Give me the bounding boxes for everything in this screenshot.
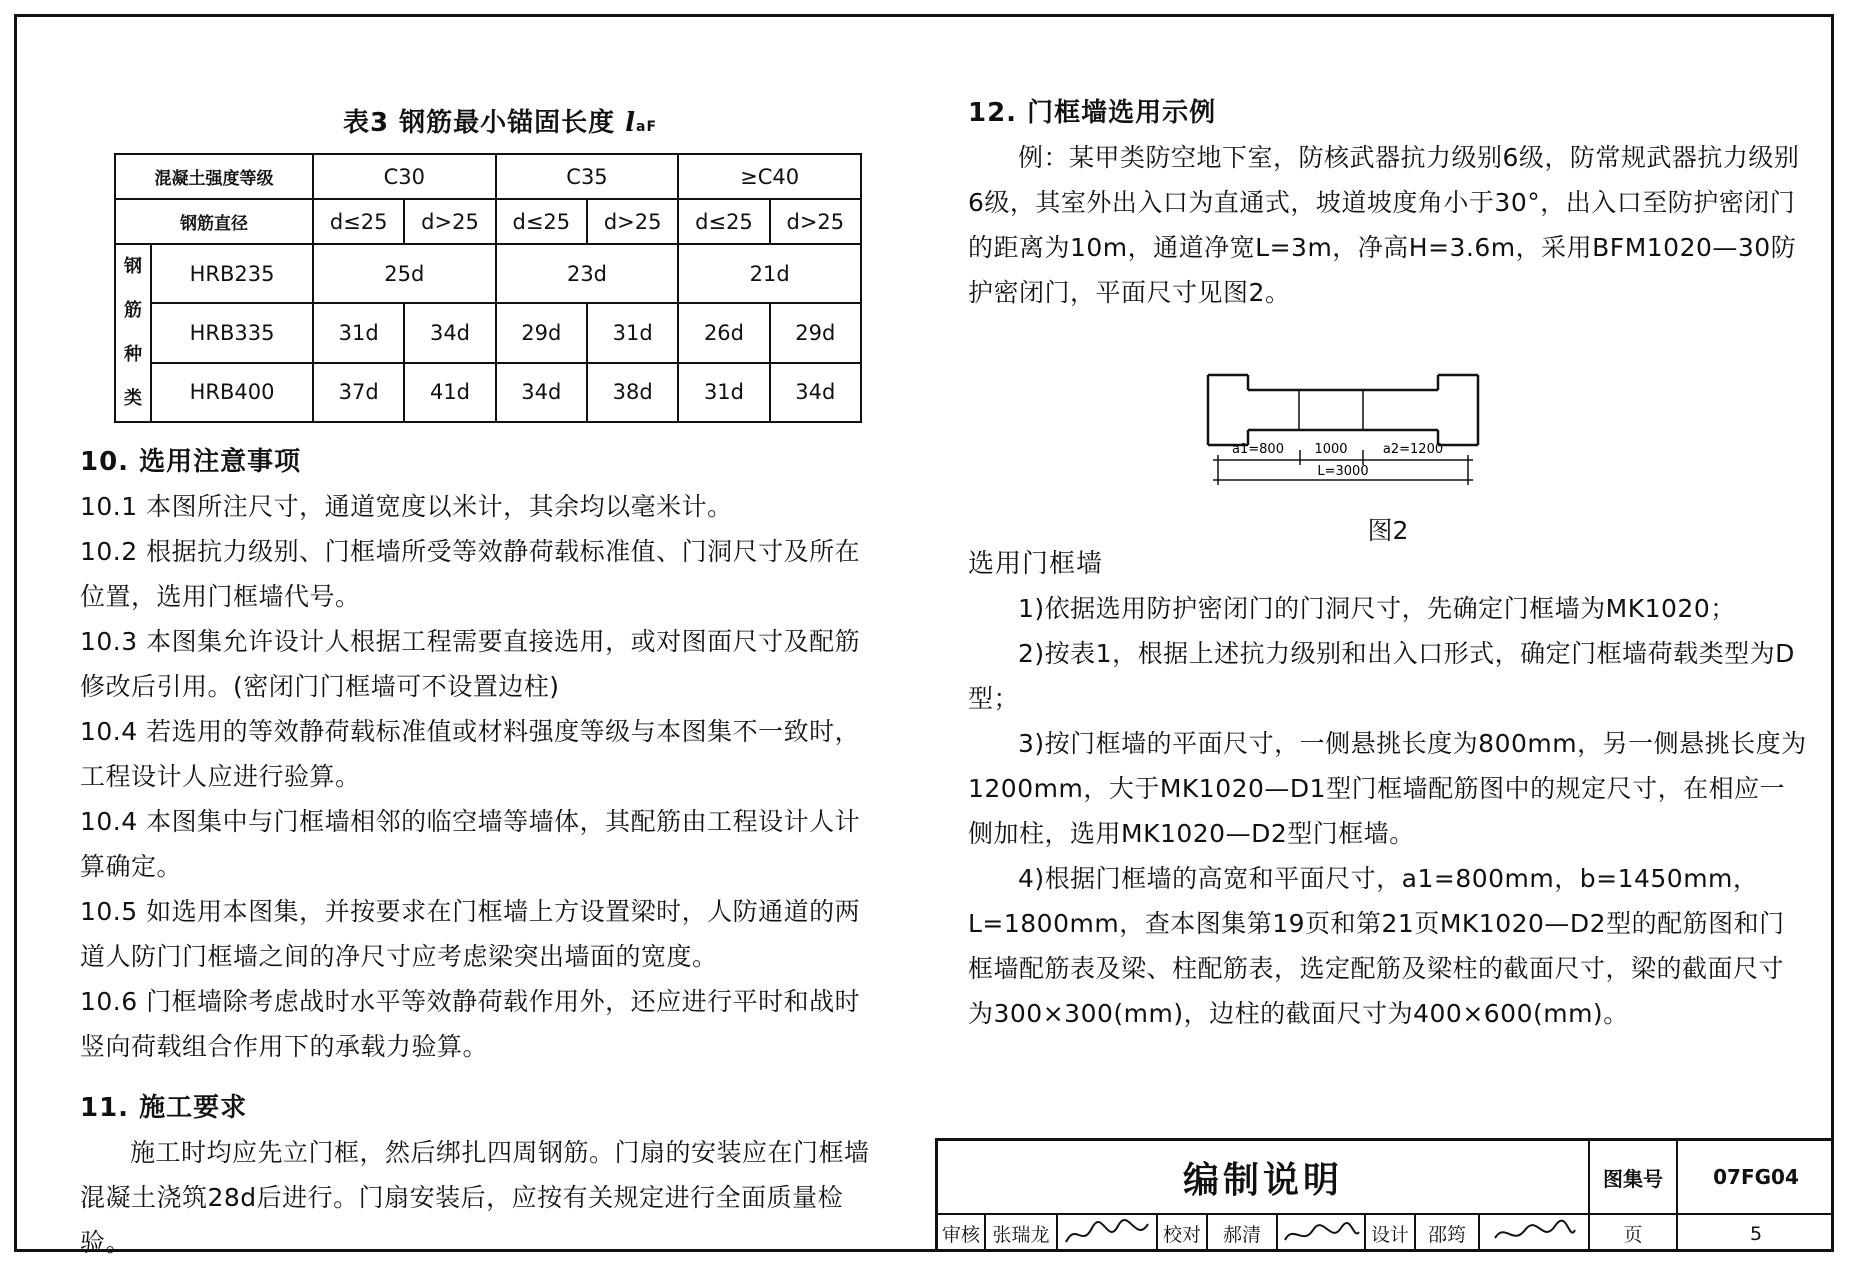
table-cell: 34d — [404, 303, 495, 362]
table-cell: 31d — [587, 303, 678, 362]
drawing-title: 编制说明 — [938, 1141, 1590, 1215]
dim-a1-label: a1=800 — [1232, 442, 1284, 457]
reviewer-name: 张瑞龙 — [986, 1215, 1058, 1252]
signature-scribble — [1062, 1218, 1152, 1250]
selection-step: 4)根据门框墙的高宽和平面尺寸，a1=800mm，b=1450mm，L=1800mm，查本图集第19页和第21页MK1020—D2型的配筋图和门框墙配筋表及梁、柱配筋表，选定配筋及梁柱的截面尺寸，梁的截面尺寸为300×300(mm)，边柱的截面尺寸为400×600(mm)。 — [968, 864, 1785, 1028]
diameter-cell: d>25 — [404, 199, 495, 244]
table-cell: 31d — [313, 303, 404, 362]
table-cell: 29d — [770, 303, 861, 362]
page-label: 页 — [1590, 1215, 1678, 1252]
diameter-cell: d≤25 — [678, 199, 769, 244]
section-11-heading: 11. 施工要求 — [80, 1093, 248, 1123]
anchor-length-symbol: l — [625, 108, 637, 138]
rebar-type-header: 钢 筋 种 类 — [115, 244, 151, 422]
page-number: 5 — [1749, 1222, 1763, 1245]
section-12-heading: 12. 门框墙选用示例 — [968, 98, 1217, 128]
grade-header: C35 — [496, 154, 679, 199]
rebar-type-cell: HRB335 — [151, 303, 313, 362]
figure-2 — [968, 325, 1808, 543]
design-label: 设计 — [1366, 1215, 1416, 1252]
left-column — [80, 92, 880, 1265]
table-cell: 29d — [496, 303, 587, 362]
table-row — [115, 303, 861, 362]
review-label: 审核 — [938, 1215, 986, 1252]
diameter-cell: d>25 — [770, 199, 861, 244]
table-cell: 25d — [313, 244, 496, 303]
diameter-cell: d≤25 — [496, 199, 587, 244]
table-cell: 23d — [496, 244, 679, 303]
selection-step: 3)按门框墙的平面尺寸，一侧悬挑长度为800mm，另一侧悬挑长度为1200mm，大于MK1020—D1型门框墙配筋图中的规定尺寸，在相应一侧加柱，选用MK1020—D2型门框墙。 — [968, 729, 1807, 848]
example-paragraph: 例：某甲类防空地下室，防核武器抗力级别6级，防常规武器抗力级别6级，其室外出入口为直通式，坡道坡度角小于30°，出入口至防护密闭门的距离为10m，通道净宽L=3m，净高H=3.6m，采用BFM1020—30防护密闭门，平面尺寸见图2。 — [968, 143, 1800, 307]
door-frame-plan-drawing — [968, 325, 1808, 505]
signature-scribble — [1281, 1218, 1361, 1250]
table-cell: 26d — [678, 303, 769, 362]
dim-total-label: L=3000 — [1317, 464, 1369, 479]
diameter-cell: d>25 — [587, 199, 678, 244]
designer-name: 邵筠 — [1416, 1215, 1480, 1252]
note-item: 10.2 根据抗力级别、门框墙所受等效静荷载标准值、门洞尺寸及所在位置，选用门框墙代号。 — [80, 537, 861, 611]
note-item: 10.4 本图集中与门框墙相邻的临空墙等墙体，其配筋由工程设计人计算确定。 — [80, 807, 861, 881]
note-item: 10.3 本图集允许设计人根据工程需要直接选用，或对图面尺寸及配筋修改后引用。(密闭门门框墙可不设置边柱) — [80, 627, 861, 701]
selection-step: 2)按表1，根据上述抗力级别和出入口形式，确定门框墙荷载类型为D型； — [968, 639, 1795, 713]
table-cell: 41d — [404, 363, 495, 422]
diameter-header: 钢筋直径 — [115, 199, 313, 244]
title-block — [935, 1138, 1834, 1252]
check-label: 校对 — [1158, 1215, 1208, 1252]
checker-signature — [1278, 1215, 1366, 1252]
anchor-length-table — [114, 153, 862, 423]
grade-header: ≥C40 — [678, 154, 861, 199]
table-cell: 34d — [496, 363, 587, 422]
table-cell: 34d — [770, 363, 861, 422]
reviewer-signature — [1058, 1215, 1158, 1252]
anchor-length-subscript: aF — [636, 119, 658, 135]
diameter-cell: d≤25 — [313, 199, 404, 244]
concrete-grade-header: 混凝土强度等级 — [115, 154, 313, 199]
signature-scribble — [1489, 1218, 1579, 1250]
table3-title: 表3 钢筋最小锚固长度 laF — [342, 108, 658, 138]
dim-mid-label: 1000 — [1314, 442, 1348, 457]
note-item: 10.6 门框墙除考虑战时水平等效静荷载作用外，还应进行平时和战时竖向荷载组合作用下的承载力验算。 — [80, 987, 861, 1061]
grade-header: C30 — [313, 154, 496, 199]
table-cell: 21d — [678, 244, 861, 303]
rebar-type-cell: HRB235 — [151, 244, 313, 303]
table-row — [115, 244, 861, 303]
table-row — [115, 363, 861, 422]
note-item: 10.1 本图所注尺寸，通道宽度以米计，其余均以毫米计。 — [80, 492, 733, 521]
rebar-type-cell: HRB400 — [151, 363, 313, 422]
note-item: 10.5 如选用本图集，并按要求在门框墙上方设置梁时，人防通道的两道人防门门框墙之间的净尺寸应考虑梁突出墙面的宽度。 — [80, 897, 861, 971]
construction-paragraph: 施工时均应先立门框，然后绑扎四周钢筋。门扇的安装应在门框墙混凝土浇筑28d后进行。门扇安装后，应按有关规定进行全面质量检验。 — [80, 1138, 870, 1257]
selection-step: 1)依据选用防护密闭门的门洞尺寸，先确定门框墙为MK1020； — [1018, 594, 1736, 623]
note-item: 10.4 若选用的等效静荷载标准值或材料强度等级与本图集不一致时，工程设计人应进行验算。 — [80, 717, 861, 791]
right-column — [968, 92, 1808, 1036]
table-cell: 31d — [678, 363, 769, 422]
selection-heading: 选用门框墙 — [968, 549, 1104, 579]
atlas-number: 07FG04 — [1678, 1141, 1834, 1215]
checker-name: 郝清 — [1208, 1215, 1278, 1252]
atlas-number-label: 图集号 — [1590, 1141, 1678, 1215]
figure-2-caption: 图2 — [1367, 516, 1409, 545]
dim-a2-label: a2=1200 — [1382, 442, 1444, 457]
designer-signature — [1480, 1215, 1590, 1252]
section-10-heading: 10. 选用注意事项 — [80, 447, 302, 477]
table-cell: 37d — [313, 363, 404, 422]
table-cell: 38d — [587, 363, 678, 422]
